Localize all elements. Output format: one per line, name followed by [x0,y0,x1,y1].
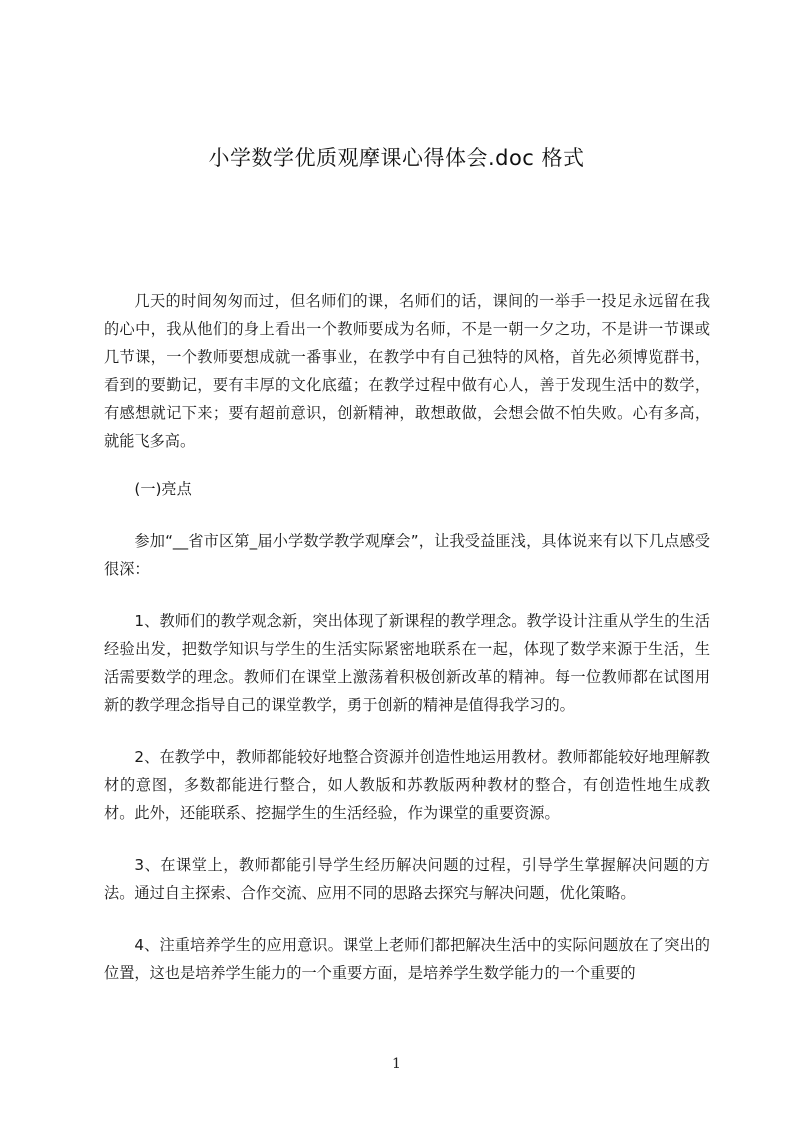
document-body [104,287,710,987]
section-heading: (一)亮点 [134,480,192,498]
point-paragraph-1: 1、教师们的教学观念新，突出体现了新课程的教学理念。教学设计注重从学生的生活经验出发，把数学知识与学生的生活实际紧密地联系在一起，体现了数学来源于生活，生活需要数学的理念。教师们在课堂上激荡着积极创新改革的精神。每一位教师都在试图用新的教学理念指导自己的课堂教学，勇于创新的精神是值得我学习的。 [104,612,710,714]
lead-paragraph: 参加“__省市区第_届小学数学教学观摩会”，让我受益匪浅，具体说来有以下几点感受很深： [104,532,710,578]
page-number: 1 [392,1056,401,1072]
intro-paragraph: 几天的时间匆匆而过，但名师们的课，名师们的话，课间的一举手一投足永远留在我的心中，我从他们的身上看出一个教师要成为名师，不是一朝一夕之功，不是讲一节课或几节课，一个教师要想成就一番事业，在教学中有自己独特的风格，首先必须博览群书，看到的要勤记，要有丰厚的文化底蕴；在教学过程中做有心人，善于发现生活中的数学，有感想就记下来；要有超前意识，创新精神，敢想敢做，会想会做不怕失败。心有多高，就能飞多高。 [104,292,710,450]
point-paragraph-4: 4、注重培养学生的应用意识。课堂上老师们都把解决生活中的实际问题放在了突出的位置，这也是培养学生能力的一个重要方面，是培养学生数学能力的一个重要的 [104,936,710,982]
point-paragraph-3: 3、在课堂上，教师都能引导学生经历解决问题的过程，引导学生掌握解决问题的方法。通过自主探索、合作交流、应用不同的思路去探究与解决问题，优化策略。 [104,856,710,902]
document-title: 小学数学优质观摩课心得体会.doc 格式 [208,146,585,170]
point-paragraph-2: 2、在教学中，教师都能较好地整合资源并创造性地运用教材。教师都能较好地理解教材的意图，多数都能进行整合，如人教版和苏教版两种教材的整合，有创造性地生成教材。此外，还能联系、挖掘学生的生活经验，作为课堂的重要资源。 [104,748,710,822]
